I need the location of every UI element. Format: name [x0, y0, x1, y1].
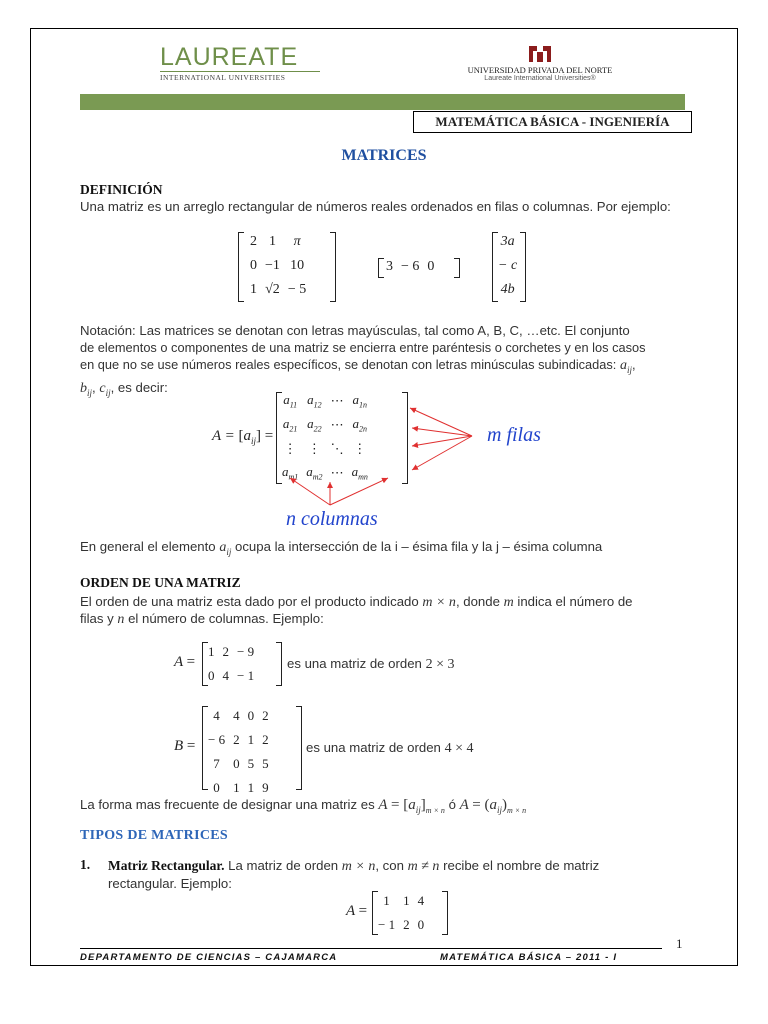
rect-cell: 1 [383, 893, 390, 908]
matrix-A [202, 642, 282, 686]
matrix-A-label: A = [174, 654, 196, 670]
footer-left: DEPARTAMENTO DE CIENCIAS – CAJAMARCA [80, 952, 338, 963]
a-cell: 2 [222, 644, 229, 659]
gm-cell: a [351, 464, 359, 480]
b-cell: 0 [233, 756, 240, 771]
b-cell: 1 [233, 780, 240, 795]
footer-right: MATEMÁTICA BÁSICA – 2011 - I [440, 952, 618, 963]
gm-cell: a [307, 416, 314, 432]
b-cell: − 6 [208, 732, 226, 747]
rect-cell: 1 [403, 893, 410, 908]
b-cell: 2 [262, 708, 269, 723]
example-rect-matrix [372, 891, 448, 935]
page-title: MATRICES [341, 147, 427, 164]
notation-c: c [99, 381, 106, 396]
rows-label: m filas [487, 424, 541, 446]
m1-cell: π [293, 234, 301, 249]
m3-cell: − c [498, 258, 518, 273]
general-matrix-lhs: $A = [a_{ij}]$ = [212, 428, 274, 446]
m1-cell: 1 [250, 282, 257, 297]
m3-cell: 3a [500, 234, 515, 249]
gm-cell: a [307, 392, 314, 408]
gm-vdots: ⋮ [353, 441, 367, 456]
notation-line-4-end: , es decir: [110, 380, 168, 395]
b-cell: 4 [233, 708, 240, 723]
page-frame [30, 28, 738, 966]
gm-dots: ⋯ [330, 393, 344, 408]
gm-dots: ⋯ [330, 465, 344, 480]
m1-cell: 1 [268, 234, 276, 249]
gm-cell: a [306, 464, 313, 480]
a-cell: 4 [222, 668, 229, 683]
notation-a-sub: ij [626, 364, 632, 375]
a-cell: − 9 [237, 644, 255, 659]
notation-line-4: $b_{ij}$, $c_{ij}$, es decir: [80, 380, 168, 398]
footer-divider [80, 948, 662, 949]
gm-cell: a [352, 416, 359, 432]
gm-vdots: ⋮ [283, 441, 297, 456]
b-cell: 1 [247, 732, 255, 747]
order-line-2: filas y n el número de columnas. Ejemplo: [80, 611, 324, 627]
m1-cell: 10 [290, 258, 305, 273]
gm-cell: a [282, 416, 290, 432]
gm-cell: a [352, 392, 359, 408]
course-title: MATEMÁTICA BÁSICA - INGENIERÍA [413, 111, 692, 133]
m3-cell: 4b [500, 282, 515, 297]
b-cell: 4 [213, 708, 220, 723]
b-cell: 9 [262, 780, 269, 795]
order-heading: ORDEN DE UNA MATRIZ [80, 575, 241, 590]
upn-logo-main: UNIVERSIDAD PRIVADA DEL NORTE [467, 65, 613, 75]
page-number: 1 [676, 936, 683, 951]
upn-logo-sub: Laureate International Universities® [484, 75, 596, 82]
m1-cell: − 5 [287, 282, 307, 297]
b-cell: 0 [247, 708, 255, 723]
matrix-B-label: B = [174, 738, 196, 754]
b-cell: 5 [262, 756, 269, 771]
types-heading: TIPOS DE MATRICES [80, 828, 228, 843]
laureate-logo-sub: INTERNATIONAL UNIVERSITIES [160, 71, 320, 82]
upn-logo [455, 44, 625, 82]
header-green-bar [80, 94, 685, 110]
notation-line-3-text: en que no se use números reales específicos, se denotan con letras minúsculas subindicadas: [80, 357, 617, 372]
notation-line-3: en que no se use números reales específicos, se denotan con letras minúsculas subindicadas: $a_{ij}$, [80, 357, 636, 375]
b-cell: 7 [213, 756, 220, 771]
m2-cell: 0 [427, 259, 435, 274]
type-1-number: 1. [80, 857, 91, 872]
notation-a: a [619, 358, 627, 373]
type-1-line-2: rectangular. Ejemplo: [108, 876, 232, 891]
m1-cell: 2 [250, 234, 257, 249]
a-cell: 1 [208, 644, 215, 659]
a-cell: − 1 [237, 668, 255, 683]
frequent-form-text: La forma mas frecuente de designar una matriz es $A = [a_{ij}]_{m \times n}$ ó $A = (a_{ij})_{m \times n}$ [80, 797, 527, 815]
gm-cell: a [283, 392, 290, 408]
b-cell: 2 [262, 732, 269, 747]
a-cell: 0 [208, 668, 215, 683]
b-cell: 0 [213, 780, 220, 795]
notation-line-1: Notación: Las matrices se denotan con letras mayúsculas, tal como A, B, C, …etc. El conjunto [80, 323, 630, 338]
m1-cell: −1 [265, 258, 280, 273]
matrix-A-text: es una matriz de orden 2 × 3 [287, 656, 455, 672]
m2-cell: − 6 [401, 259, 420, 274]
example-matrix-1 [238, 232, 336, 302]
matrix-B-text: es una matriz de orden 4 × 4 [306, 740, 474, 756]
laureate-logo-main: LAUREATE [160, 43, 299, 71]
general-element-text: En general el elemento $a_{ij}$ ocupa la intersección de la i – ésima fila y la j – ésima columna [80, 539, 603, 557]
rect-cell: 4 [417, 893, 425, 908]
upn-logo-icon [528, 44, 552, 64]
example-matrix-3 [492, 232, 526, 302]
notation-b: b [80, 381, 87, 396]
rect-cell: − 1 [378, 917, 396, 932]
notation-line-2: de elementos o componentes de una matriz se encierra entre paréntesis o corchetes y en los casos [80, 340, 646, 355]
type-1-line-1: Matriz Rectangular. La matriz de orden m × n, con m ≠ n recibe el nombre de matriz [108, 858, 600, 874]
matrix-B [202, 706, 302, 795]
example-matrix-2 [378, 258, 460, 278]
rect-cell: 0 [417, 917, 425, 932]
b-cell: 2 [233, 732, 240, 747]
columns-label: n columnas [286, 508, 378, 530]
definition-text: Una matriz es un arreglo rectangular de números reales ordenados en filas o columnas. Por ejemplo: [80, 199, 671, 214]
laureate-logo [160, 44, 320, 82]
rect-cell: 2 [403, 917, 410, 932]
gm-vdots: ⋮ [307, 441, 321, 456]
b-cell: 1 [247, 780, 255, 795]
example-rect-label: A = [346, 903, 368, 919]
definition-heading: DEFINICIÓN [80, 182, 163, 197]
m1-cell: 0 [250, 258, 257, 273]
m1-cell: √2 [265, 282, 280, 297]
order-line-1: El orden de una matriz esta dado por el producto indicado m × n, donde m indica el número de [80, 594, 633, 610]
b-cell: 5 [247, 756, 255, 771]
gm-ddots: ⋱ [330, 441, 344, 456]
gm-cell: a [282, 464, 289, 480]
gm-dots: ⋯ [330, 417, 344, 432]
general-matrix: $a_{11}$ $a_{12}$ ⋯ $a_{1n}$ $a_{21}$ $a_{22}$ ⋯ $a_{2n}$ ⋮ ⋮ ⋱ ⋮ $a_{m1}$ $a_{m2}$ ⋯ $a_{mn}$ [276, 392, 408, 484]
m2-cell: 3 [386, 259, 393, 274]
